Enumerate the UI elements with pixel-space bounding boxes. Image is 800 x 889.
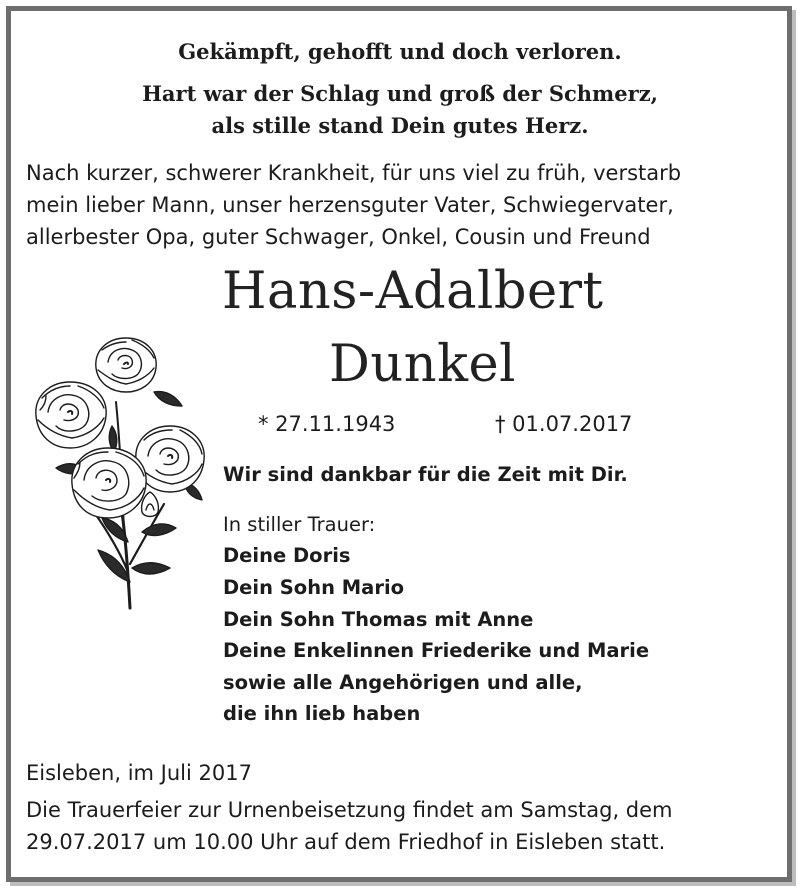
birth-date: * 27.11.1943 (258, 412, 396, 436)
gratitude-line: Wir sind dankbar für die Zeit mit Dir. (223, 463, 628, 486)
verse-line-2: Hart war der Schlag und groß der Schmerz, (142, 81, 658, 106)
mourner-1: Deine Doris (223, 544, 351, 567)
intro-line-2: mein lieber Mann, unser herzensguter Vater, Schwiegervater, (26, 193, 674, 217)
mourning-intro: In stiller Trauer: (223, 513, 376, 536)
mourner-3: Dein Sohn Thomas mit Anne (223, 608, 534, 631)
deceased-first-name: Hans-Adalbert (222, 262, 604, 321)
intro-line-3: allerbester Opa, guter Schwager, Onkel, Cousin und Freund (26, 225, 651, 249)
rose-bouquet-illustration (24, 332, 220, 616)
ceremony-line-1: Die Trauerfeier zur Urnenbeisetzung findet am Samstag, dem (26, 798, 673, 822)
deceased-last-name: Dunkel (329, 335, 516, 394)
verse-line-1: Gekämpft, gehofft und doch verloren. (178, 39, 622, 64)
mourner-2: Dein Sohn Mario (223, 576, 405, 599)
place-date: Eisleben, im Juli 2017 (26, 761, 252, 785)
mourner-6: die ihn lieb haben (223, 702, 421, 725)
ceremony-line-2: 29.07.2017 um 10.00 Uhr auf dem Friedhof in Eisleben statt. (26, 830, 666, 854)
verse-line-3: als stille stand Dein gutes Herz. (211, 113, 589, 138)
mourner-4: Deine Enkelinnen Friederike und Marie (223, 639, 650, 662)
mourner-5: sowie alle Angehörigen und alle, (223, 671, 583, 694)
death-date: † 01.07.2017 (495, 412, 633, 436)
intro-line-1: Nach kurzer, schwerer Krankheit, für uns viel zu früh, verstarb (26, 161, 682, 185)
